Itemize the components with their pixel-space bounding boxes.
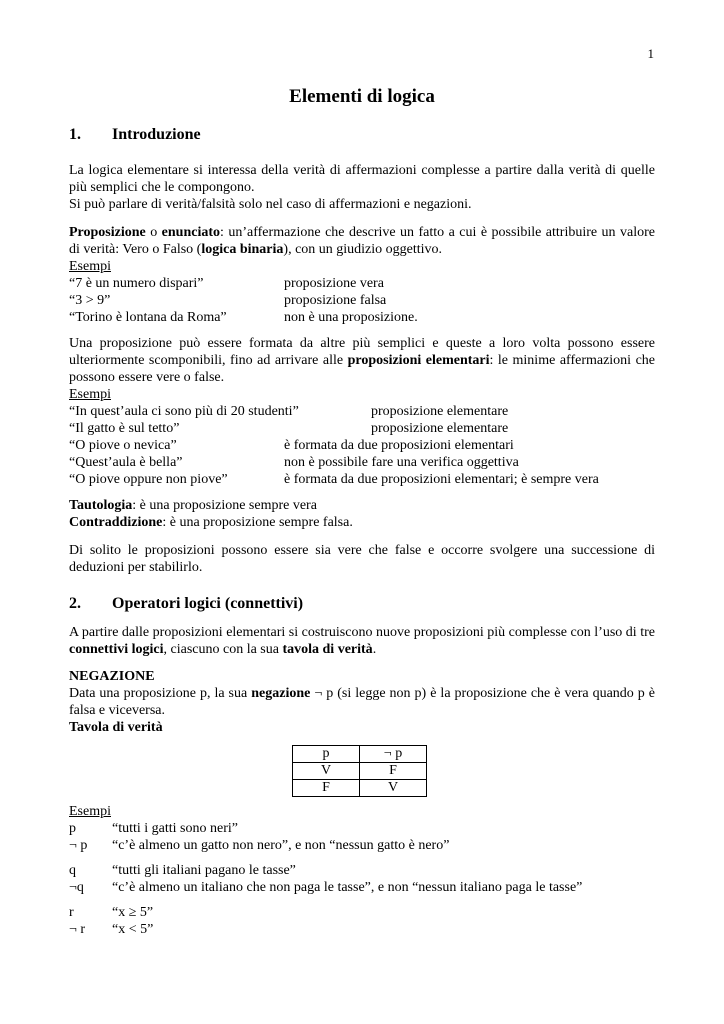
table-cell: F <box>293 780 360 797</box>
text: : un’affermazione che descrive un fatto a cui è possibile attribuire un valore di verità: Vero o Falso ( <box>69 225 655 257</box>
example-text: “tutti gli italiani pagano le tasse” <box>112 863 296 878</box>
example-description: è formata da due proposizioni elementari <box>284 438 514 453</box>
example-row <box>69 420 655 437</box>
example-text: “x < 5” <box>112 922 154 937</box>
example-description: proposizione vera <box>284 276 384 291</box>
symbol: p <box>69 821 76 836</box>
example-sentence: “7 è un numero dispari” <box>69 276 204 291</box>
table-cell: F <box>360 763 427 780</box>
example-description: proposizione falsa <box>284 293 387 308</box>
text: : è una proposizione sempre falsa. <box>162 515 353 530</box>
header-cell: p <box>293 746 360 763</box>
proposition-definition <box>69 224 655 258</box>
example-sentence: “O piove oppure non piove” <box>69 472 228 487</box>
example-sentence: “Torino è lontana da Roma” <box>69 310 227 325</box>
text: o <box>145 225 162 240</box>
example-row <box>69 275 655 292</box>
example-row <box>69 309 655 326</box>
table-cell: V <box>360 780 427 797</box>
text: , ciascuno con la sua <box>163 642 283 657</box>
example-row <box>69 292 655 309</box>
truth-table <box>292 745 427 797</box>
example-sentence: “In quest’aula ci sono più di 20 studenti” <box>69 404 299 419</box>
text: : è una proposizione sempre vera <box>132 498 317 513</box>
section-1-heading <box>69 126 201 143</box>
symbol: r <box>69 905 74 920</box>
term-proposizioni-elementari: proposizioni elementari <box>347 353 490 368</box>
example-row <box>69 437 655 454</box>
symbol: ¬ p <box>69 838 88 853</box>
text: . <box>372 642 377 657</box>
example-row <box>69 471 655 488</box>
example-description: proposizione elementare <box>371 421 509 436</box>
text: : le minime affermazioni che possono essere vere o false. <box>69 353 656 385</box>
symbol: ¬ r <box>69 922 86 937</box>
negation-example-row <box>69 820 655 837</box>
truth-table-row <box>293 763 427 780</box>
section-title: Introduzione <box>112 126 201 143</box>
tautology-definition <box>69 497 655 514</box>
negation-example-row <box>69 862 655 879</box>
contradiction-definition <box>69 514 655 531</box>
examples-1 <box>69 258 655 326</box>
text: Data una proposizione p, la sua <box>69 686 252 701</box>
term-contraddizione: Contraddizione <box>69 515 163 530</box>
example-row <box>69 454 655 471</box>
intro-line-1: La logica elementare si interessa della verità di affermazioni complesse a partire dalla verità di quelle più semplici che le compongono. <box>69 163 655 195</box>
header-cell: ¬ p <box>360 746 427 763</box>
example-sentence: “Il gatto è sul tetto” <box>69 421 180 436</box>
term-enunciato: enunciato <box>161 225 221 240</box>
definitions <box>69 497 655 531</box>
example-sentence: “O piove o nevica” <box>69 438 177 453</box>
truth-table-row <box>293 780 427 797</box>
symbol: q <box>69 863 76 878</box>
example-row <box>69 403 655 420</box>
symbol: ¬q <box>69 880 84 895</box>
truth-table-header <box>293 746 427 763</box>
section-title: Operatori logici (connettivi) <box>112 595 304 612</box>
term-tautologia: Tautologia <box>69 498 133 513</box>
section-2-heading <box>69 595 303 612</box>
intro-line-2: Si può parlare di verità/falsità solo nel caso di affermazioni e negazioni. <box>69 197 472 212</box>
page-number: 1 <box>647 46 654 61</box>
section-number: 1. <box>69 126 81 143</box>
example-text: “c’è almeno un gatto non nero”, e non “nessun gatto è nero” <box>112 838 450 853</box>
negation-section <box>69 668 655 736</box>
text: ), con un giudizio oggettivo. <box>283 242 443 257</box>
term-connettivi-logici: connettivi logici <box>69 642 164 657</box>
negation-example-row <box>69 921 655 938</box>
examples-label: Esempi <box>69 804 111 819</box>
section-number: 2. <box>69 595 81 612</box>
page-title: Elementi di logica <box>289 86 435 107</box>
example-description: proposizione elementare <box>371 404 509 419</box>
negation-example-row <box>69 879 655 896</box>
examples-3 <box>69 803 655 938</box>
example-description: non è una proposizione. <box>284 310 418 325</box>
negation-example-row <box>69 837 655 854</box>
examples-label: Esempi <box>69 387 111 402</box>
negation-heading: NEGAZIONE <box>69 669 155 684</box>
deduction-paragraph: Di solito le proposizioni possono essere sia vere che false e occorre svolgere una successione di deduzioni per stabilirlo. <box>69 543 655 575</box>
example-text: “tutti i gatti sono neri” <box>112 821 238 836</box>
example-description: è formata da due proposizioni elementari; è sempre vera <box>284 472 599 487</box>
example-text: “c’è almeno un italiano che non paga le tasse”, e non “nessun italiano paga le tasse” <box>112 880 583 895</box>
examples-2 <box>69 386 655 488</box>
example-text: “x ≥ 5” <box>112 905 154 920</box>
term-tavola-di-verita: tavola di verità <box>282 642 373 657</box>
truth-table-label: Tavola di verità <box>69 720 163 735</box>
table-cell: V <box>293 763 360 780</box>
text: Una proposizione può essere formata da altre più semplici e queste a loro volta possono essere ulteriormente scomponibili, fino ad arrivare alle <box>69 336 655 368</box>
example-description: non è possibile fare una verifica oggettiva <box>284 455 519 470</box>
example-sentence: “Quest’aula è bella” <box>69 455 183 470</box>
negation-example-row <box>69 904 655 921</box>
compound-paragraph <box>69 335 655 386</box>
example-sentence: “3 > 9” <box>69 293 111 308</box>
term-proposizione: Proposizione <box>69 225 146 240</box>
term-negazione: negazione <box>251 686 311 701</box>
connectives-paragraph <box>69 624 655 658</box>
text: ¬ p (si legge non p) è la proposizione che è vera quando p è falsa e viceversa. <box>69 686 656 718</box>
text: A partire dalle proposizioni elementari si costruiscono nuove proposizioni più complesse con l’uso di tre <box>69 625 655 640</box>
examples-label: Esempi <box>69 259 111 274</box>
intro-paragraph <box>69 162 655 213</box>
term-logica-binaria: logica binaria <box>201 242 284 257</box>
